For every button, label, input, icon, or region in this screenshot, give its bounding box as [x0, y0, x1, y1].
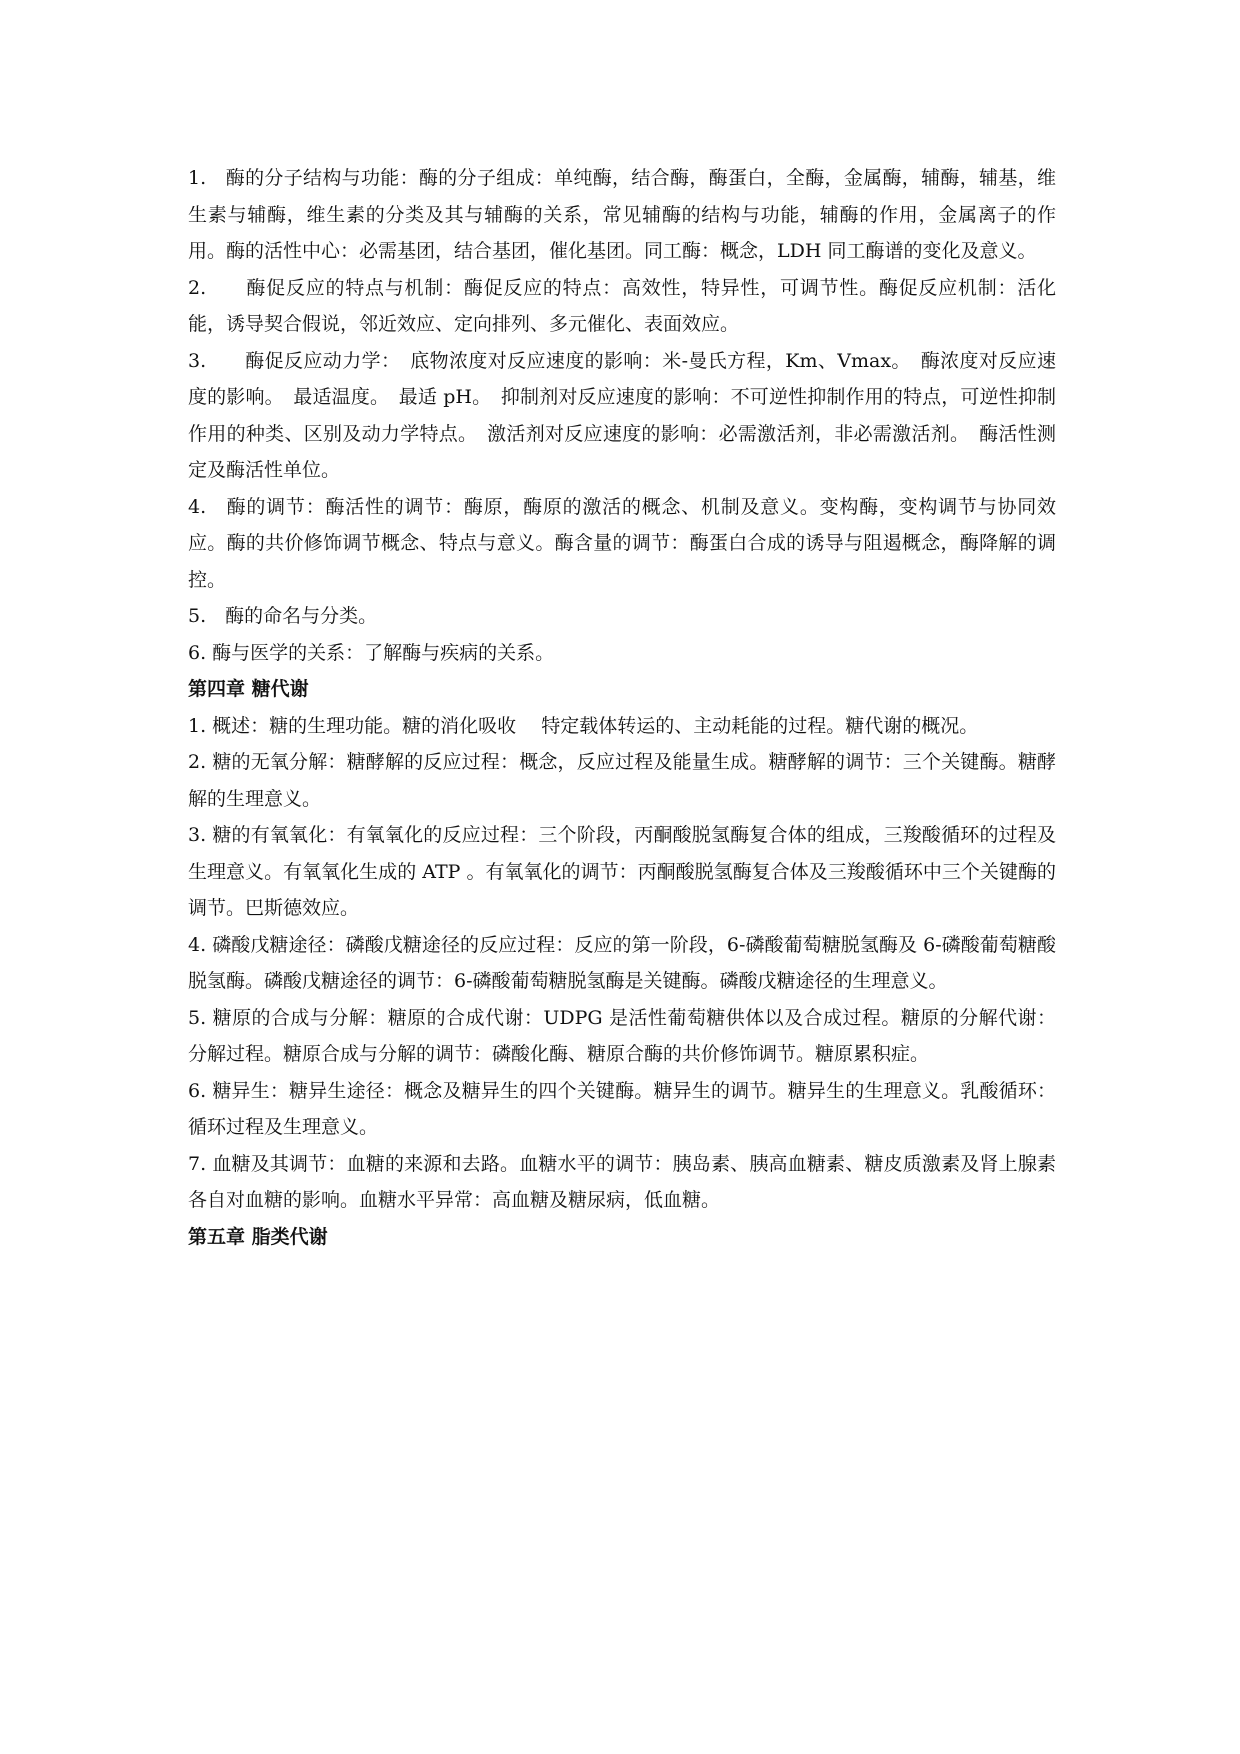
paragraph-enzyme-kinetics: 3. 酶促反应动力学： 底物浓度对反应速度的影响：米-曼氏方程，Km、Vmax。 酶浓度对反应速度的影响。 最适温度。 最适 pH。 抑制剂对反应速度的影响：不可逆性抑制作用的特点，可逆性抑制作用的种类、区别及动力学特点。 激活剂对反应速度的影响：必需激活剂，非必需激活剂。 酶活性测定及酶活性单位。: [188, 349, 1056, 481]
paragraph-glycogen: 5. 糖原的合成与分解：糖原的合成代谢：UDPG 是活性葡萄糖供体以及合成过程。糖原的分解代谢：分解过程。糖原合成与分解的调节：磷酸化酶、糖原合酶的共价修饰调节。糖原累积症。: [188, 1006, 1056, 1065]
paragraph-enzyme-structure: 1. 酶的分子结构与功能：酶的分子组成：单纯酶，结合酶，酶蛋白，全酶，金属酶，辅酶，辅基，维生素与辅酶，维生素的分类及其与辅酶的关系，常见辅酶的结构与功能，辅酶的作用，金属离子的作用。酶的活性中心：必需基团，结合基团，催化基团。同工酶：概念，LDH 同工酶谱的变化及意义。: [188, 167, 1056, 262]
paragraph-enzyme-naming: 5. 酶的命名与分类。: [188, 605, 378, 627]
document-page: [188, 160, 1056, 1255]
chapter-heading-carbohydrate-metabolism: 第四章 糖代谢: [188, 678, 309, 700]
paragraph-enzyme-regulation: 4. 酶的调节：酶活性的调节：酶原，酶原的激活的概念、机制及意义。变构酶，变构调节与协同效应。酶的共价修饰调节概念、特点与意义。酶含量的调节：酶蛋白合成的诱导与阻遏概念，酶降解的调控。: [188, 495, 1056, 591]
paragraph-pentose-phosphate: 4. 磷酸戊糖途径：磷酸戊糖途径的反应过程：反应的第一阶段，6-磷酸葡萄糖脱氢酶及 6-磷酸葡萄糖酸脱氢酶。磷酸戊糖途径的调节：6-磷酸葡萄糖脱氢酶是关键酶。磷酸戊糖途径的生理意义。: [188, 933, 1056, 992]
paragraph-gluconeogenesis: 6. 糖异生：糖异生途径：概念及糖异生的四个关键酶。糖异生的调节。糖异生的生理意义。乳酸循环：循环过程及生理意义。: [188, 1079, 1056, 1138]
paragraph-carb-overview: 1. 概述：糖的生理功能。糖的消化吸收 特定载体转运的、主动耗能的过程。糖代谢的概况。: [188, 714, 979, 737]
paragraph-enzyme-mechanism: 2. 酶促反应的特点与机制：酶促反应的特点：高效性，特异性，可调节性。酶促反应机制：活化能，诱导契合假说，邻近效应、定向排列、多元催化、表面效应。: [188, 276, 1056, 335]
paragraph-aerobic-oxidation: 3. 糖的有氧氧化：有氧氧化的反应过程：三个阶段，丙酮酸脱氢酶复合体的组成，三羧酸循环的过程及生理意义。有氧氧化生成的 ATP 。有氧氧化的调节：丙酮酸脱氢酶复合体及三羧酸循环中三个关键酶的调节。巴斯德效应。: [188, 824, 1056, 919]
paragraph-enzyme-medicine: 6. 酶与医学的关系：了解酶与疾病的关系。: [188, 641, 555, 664]
chapter-heading-lipid-metabolism: 第五章 脂类代谢: [188, 1225, 328, 1248]
paragraph-blood-glucose: 7. 血糖及其调节：血糖的来源和去路。血糖水平的调节：胰岛素、胰高血糖素、糖皮质激素及肾上腺素各自对血糖的影响。血糖水平异常：高血糖及糖尿病，低血糖。: [188, 1152, 1056, 1211]
paragraph-anaerobic-glycolysis: 2. 糖的无氧分解：糖酵解的反应过程：概念，反应过程及能量生成。糖酵解的调节：三个关键酶。糖酵解的生理意义。: [188, 751, 1056, 810]
